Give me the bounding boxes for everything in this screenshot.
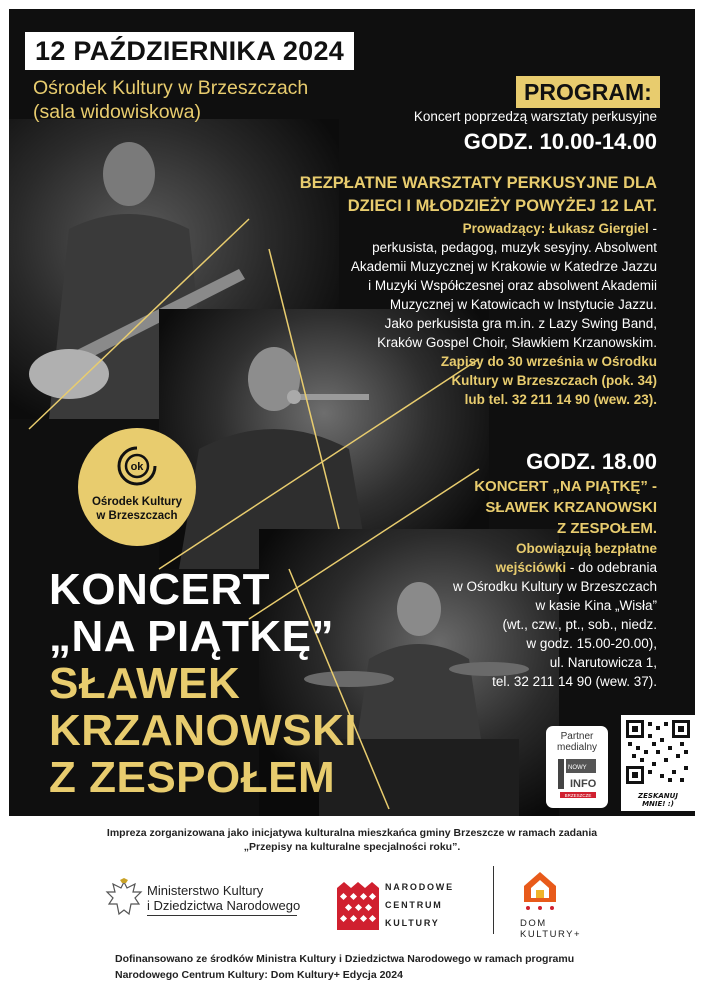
concert-title-line: KONCERT „NA PIĄTKĘ” - — [474, 478, 657, 495]
ok-mark-text: ok — [130, 461, 144, 473]
footer-organizer-note — [60, 826, 644, 854]
ok-logo-line: Ośrodek Kultury — [91, 496, 183, 508]
workshop-title-line: BEZPŁATNE WARSZTATY PERKUSYJNE DLA — [299, 174, 657, 192]
nck-name-line: KULTURY — [385, 918, 440, 928]
headline-line: SŁAWEK — [49, 659, 241, 708]
nck-name-line: NARODOWE — [385, 882, 454, 892]
host-bio-line: perkusista, pedagog, muzyk sesyjny. Absolwent — [372, 240, 657, 255]
poster — [9, 9, 695, 816]
event-date: 12 PAŹDZIERNIKA 2024 — [25, 32, 354, 70]
tickets-gold-word: wejściówki — [495, 560, 567, 575]
headline-line: KONCERT — [49, 565, 271, 614]
footer-note-line: „Przepisy na kulturalne specjalności roku”. — [243, 841, 461, 853]
ok-logo-line: w Brzeszczach — [96, 510, 178, 522]
headline-line: KRZANOWSKI — [49, 706, 358, 755]
partner-logo-text: INFO — [570, 778, 597, 790]
ministry-underline — [147, 915, 297, 916]
dom-name-line: DOM — [520, 918, 547, 929]
ministry-logo — [105, 878, 301, 925]
ok-logo-text — [78, 495, 196, 523]
headline-line: Z ZESPOŁEM — [49, 753, 336, 802]
host-label: Prowadzący: Łukasz Giergiel — [462, 221, 649, 236]
ministry-name — [147, 883, 300, 916]
tickets-line: w Ośrodku Kultury w Brzeszczach — [452, 579, 657, 594]
tickets-line: w kasie Kina „Wisła” — [535, 598, 657, 613]
host-line — [327, 219, 657, 238]
dom-kultury-name — [520, 918, 581, 940]
nck-name — [385, 878, 454, 932]
media-partner — [546, 726, 608, 808]
headline — [49, 566, 357, 801]
workshop-title — [267, 172, 657, 218]
tickets-line: ul. Narutowicza 1, — [549, 655, 657, 670]
eagle-emblem-icon — [105, 878, 143, 920]
qr-label — [621, 792, 695, 808]
funding-note-line: Narodowego Centrum Kultury: Dom Kultury+ Edycja 2024 — [115, 969, 403, 981]
qr-label-line: ZESKANUJ — [638, 792, 678, 800]
host-dash: - — [648, 221, 657, 236]
venue — [33, 76, 308, 124]
dom-name-line: KULTURY+ — [520, 929, 582, 940]
qr-label-line: MNIE! :) — [642, 800, 674, 808]
ministry-name-line: i Dziedzictwa Narodowego — [147, 898, 301, 913]
workshop-time: GODZ. 10.00-14.00 — [463, 129, 657, 154]
tickets-line: w godz. 15.00-20.00), — [526, 636, 657, 651]
host-bio-line: Kraków Gospel Choir, Sławkiem Krzanowskim. — [377, 335, 657, 350]
concert-title-line: SŁAWEK KRZANOWSKI — [485, 499, 657, 516]
nck-logo — [337, 878, 454, 935]
host-bio-line: i Muzyki Współczesnej oraz absolwent Akademii — [368, 278, 657, 293]
ministry-name-line: Ministerstwo Kultury — [147, 883, 264, 898]
signup-line: Kultury w Brzeszczach (pok. 34) — [451, 373, 657, 388]
program-intro-block — [297, 108, 657, 156]
qr-code-icon — [626, 720, 690, 784]
venue-room: (sala widowiskowa) — [33, 101, 201, 123]
concert-block — [417, 446, 657, 691]
footer-divider — [493, 866, 494, 934]
tickets-rest: - do odebrania — [566, 560, 657, 575]
partner-logo-text: NOWY — [568, 765, 587, 771]
funding-note-line: Dofinansowano ze środków Ministra Kultury i Dziedzictwa Narodowego w ramach programu — [115, 953, 575, 965]
headline-line: „NA PIĄTKĘ” — [49, 612, 334, 661]
ok-logo-mark — [115, 444, 159, 488]
house-icon — [520, 868, 560, 912]
signup-line: lub tel. 32 211 14 90 (wew. 23). — [464, 392, 657, 407]
funding-note — [115, 951, 574, 983]
ok-logo — [78, 428, 196, 546]
footer — [0, 816, 704, 1000]
partner-label-line: Partner — [560, 731, 594, 742]
venue-name: Ośrodek Kultury w Brzeszczach — [33, 77, 309, 99]
tickets-line — [417, 558, 657, 577]
host-bio-line: Muzycznej w Katowicach w Instytucie Jazzu. — [389, 297, 657, 312]
program-label: PROGRAM: — [516, 76, 660, 108]
footer-note-line: Impreza zorganizowana jako inicjatywa kulturalna mieszkańca gminy Brzeszcze w ramach zadania — [106, 827, 598, 839]
concert-title-line: Z ZESPOŁEM. — [556, 520, 657, 537]
host-bio-line: Jako perkusista gra m.in. z Lazy Swing Band, — [384, 316, 657, 331]
partner-label — [546, 731, 608, 753]
program-intro: Koncert poprzedzą warsztaty perkusyjne — [413, 109, 657, 124]
concert-time: GODZ. 18.00 — [526, 449, 657, 474]
qr-code[interactable] — [621, 715, 695, 811]
workshop-title-line: DZIECI I MŁODZIEŻY POWYŻEJ 12 LAT. — [347, 197, 657, 215]
signup-line: Zapisy do 30 września w Ośrodku — [440, 354, 657, 369]
dom-kultury-logo — [520, 868, 582, 940]
workshop-host — [327, 219, 657, 409]
partner-logo-text: BRZESZCZE — [564, 793, 592, 798]
tickets-gold-line: Obowiązują bezpłatne — [515, 541, 657, 556]
nck-name-line: CENTRUM — [385, 900, 443, 910]
tickets-line: tel. 32 211 14 90 (wew. 37). — [492, 674, 657, 689]
host-bio-line: Akademii Muzycznej w Krakowie w Katedrze Jazzu — [350, 259, 657, 274]
nck-pattern-icon — [337, 878, 379, 930]
partner-label-line: medialny — [556, 742, 598, 753]
nowy-info-logo — [558, 759, 598, 799]
tickets-line: (wt., czw., pt., sob., niedz. — [502, 617, 657, 632]
